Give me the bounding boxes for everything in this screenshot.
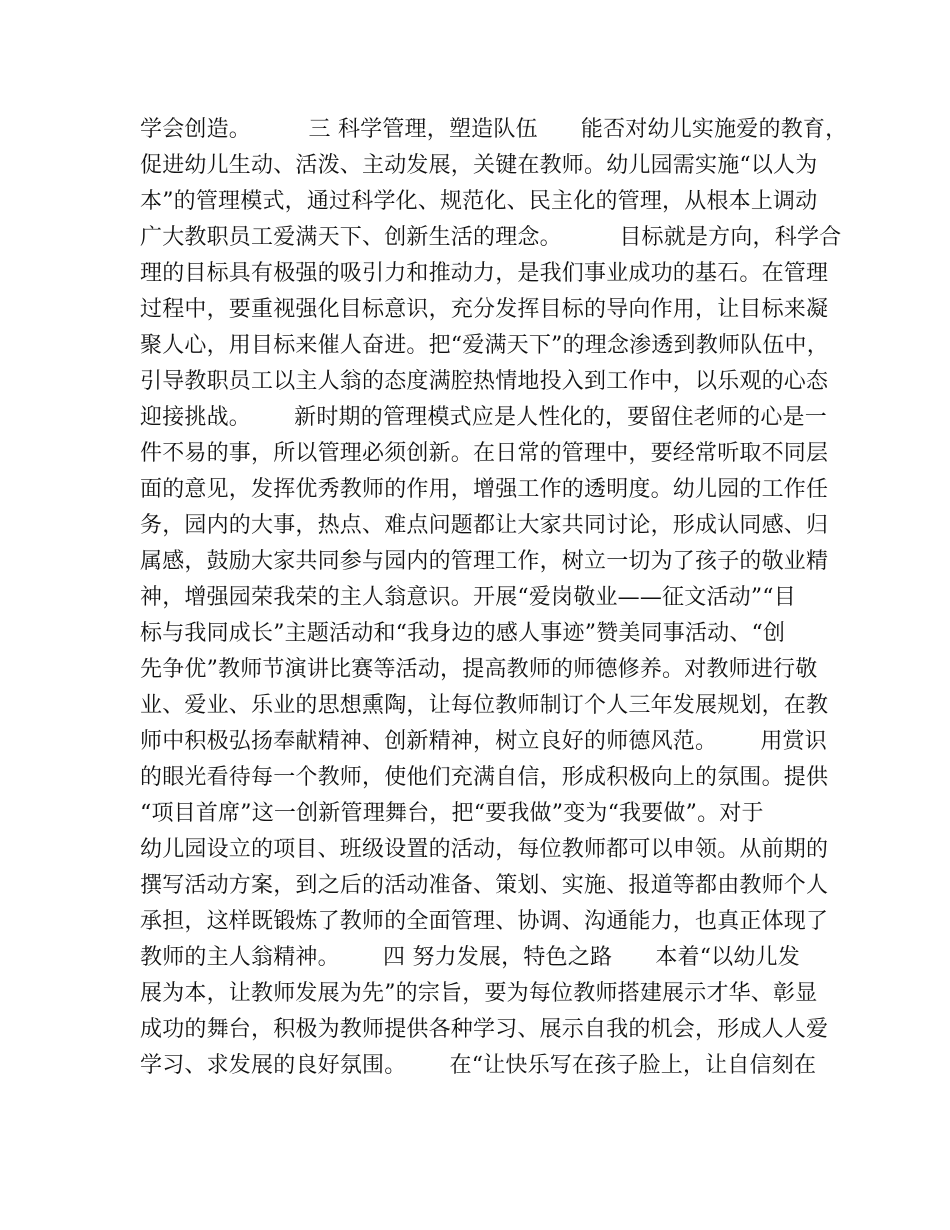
- text-line: 促进幼儿生动、活泼、主动发展，关键在教师。幼儿园需实施“以人为: [140, 153, 818, 178]
- text-line: 教师的主人翁精神。 四 努力发展，特色之路 本着“以幼儿发: [140, 945, 800, 970]
- text-line: 务，园内的大事，热点、难点问题都让大家共同讨论，形成认同感、归: [140, 513, 829, 538]
- text-line: 本”的管理模式，通过科学化、规范化、民主化的管理，从根本上调动: [140, 189, 818, 214]
- text-line: 学习、求发展的良好氛围。 在“让快乐写在孩子脸上，让自信刻在: [140, 1053, 817, 1078]
- text-line: 业、爱业、乐业的思想熏陶，让每位教师制订个人三年发展规划，在教: [140, 693, 829, 718]
- text-line: 面的意见，发挥优秀教师的作用，增强工作的透明度。幼儿园的工作任: [140, 477, 829, 502]
- text-line: 幼儿园设立的项目、班级设置的活动，每位教师都可以申领。从前期的: [140, 837, 829, 862]
- text-line: 神，增强园荣我荣的主人翁意识。开展“爱岗敬业——征文活动”“目: [140, 585, 796, 610]
- text-line: 迎接挑战。 新时期的管理模式应是人性化的，要留住老师的心是一: [140, 405, 827, 430]
- text-line: 展为本，让教师发展为先”的宗旨，要为每位教师搭建展示才华、彰显: [140, 981, 818, 1006]
- text-line: 的眼光看待每一个教师，使他们充满自信，形成积极向上的氛围。提供: [140, 765, 829, 790]
- text-line: 承担，这样既锻炼了教师的全面管理、协调、沟通能力，也真正体现了: [140, 909, 829, 934]
- text-line: 先争优”教师节演讲比赛等活动，提高教师的师德修养。对教师进行敬: [140, 657, 818, 682]
- text-line: 广大教职员工爱满天下、创新生活的理念。 目标就是方向，科学合: [140, 225, 842, 250]
- text-line: 件不易的事，所以管理必须创新。在日常的管理中，要经常听取不同层: [140, 441, 829, 466]
- text-line: 引导教职员工以主人翁的态度满腔热情地投入到工作中，以乐观的心态: [140, 369, 829, 394]
- text-line: 标与我同成长”主题活动和“我身边的感人事迹”赞美同事活动、“创: [140, 621, 786, 646]
- text-line: 学会创造。 三 科学管理，塑造队伍 能否对幼儿实施爱的教育，: [140, 117, 848, 142]
- text-line: “项目首席”这一创新管理舞台，把“要我做”变为“我要做”。对于: [140, 801, 764, 826]
- text-line: 理的目标具有极强的吸引力和推动力，是我们事业成功的基石。在管理: [140, 261, 829, 286]
- text-line: 聚人心，用目标来催人奋进。把“爱满天下”的理念渗透到教师队伍中，: [140, 333, 829, 358]
- text-line: 成功的舞台，积极为教师提供各种学习、展示自我的机会，形成人人爱: [140, 1017, 829, 1042]
- text-line: 师中积极弘扬奉献精神、创新精神，树立良好的师德风范。 用赏识: [140, 729, 827, 754]
- text-line: 撰写活动方案，到之后的活动准备、策划、实施、报道等都由教师个人: [140, 873, 829, 898]
- text-line: 过程中，要重视强化目标意识，充分发挥目标的导向作用，让目标来凝: [140, 297, 829, 322]
- body-text: [140, 112, 848, 1084]
- text-line: 属感，鼓励大家共同参与园内的管理工作，树立一切为了孩子的敬业精: [140, 549, 829, 574]
